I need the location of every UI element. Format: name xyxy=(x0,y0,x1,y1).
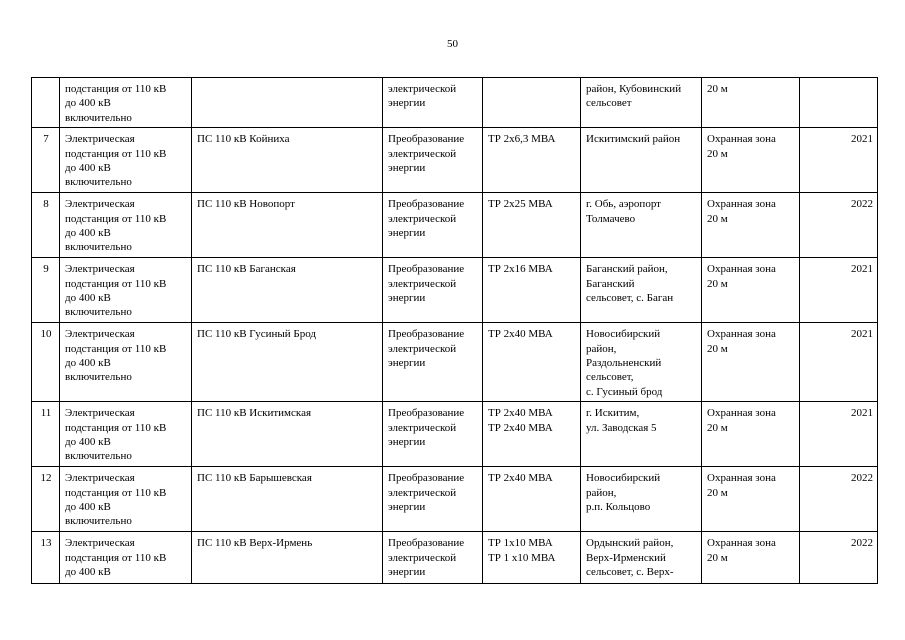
table-row xyxy=(32,193,878,258)
year-cell: 2021 xyxy=(800,323,878,402)
location-cell: г. Искитим, ул. Заводская 5 xyxy=(581,402,702,467)
object-type-cell: Электрическая подстанция от 110 кВ до 400 кВ включительно xyxy=(60,258,192,323)
purpose-cell: Преобразование электрической энергии xyxy=(383,258,483,323)
object-name-cell: ПС 110 кВ Барышевская xyxy=(192,467,383,532)
purpose-cell: Преобразование электрической энергии xyxy=(383,323,483,402)
protection-zone-cell: Охранная зона 20 м xyxy=(702,258,800,323)
year-cell xyxy=(800,78,878,128)
row-number-cell: 9 xyxy=(32,258,60,323)
protection-zone-cell: Охранная зона 20 м xyxy=(702,193,800,258)
location-cell: Ордынский район, Верх-Ирменский сельсовет, с. Верх- xyxy=(581,532,702,584)
parameters-cell: ТР 1х10 МВА ТР 1 х10 МВА xyxy=(483,532,581,584)
row-number-cell: 13 xyxy=(32,532,60,584)
purpose-cell: Преобразование электрической энергии xyxy=(383,128,483,193)
purpose-cell: Преобразование электрической энергии xyxy=(383,467,483,532)
object-name-cell: ПС 110 кВ Новопорт xyxy=(192,193,383,258)
year-cell: 2021 xyxy=(800,402,878,467)
object-name-cell: ПС 110 кВ Гусиный Брод xyxy=(192,323,383,402)
protection-zone-cell: Охранная зона 20 м xyxy=(702,532,800,584)
parameters-cell: ТР 2х40 МВА xyxy=(483,323,581,402)
protection-zone-cell: Охранная зона 20 м xyxy=(702,323,800,402)
location-cell: Новосибирский район, р.п. Кольцово xyxy=(581,467,702,532)
table-row xyxy=(32,467,878,532)
row-number-cell: 12 xyxy=(32,467,60,532)
purpose-cell: Преобразование электрической энергии xyxy=(383,193,483,258)
parameters-cell: ТР 2х40 МВА ТР 2х40 МВА xyxy=(483,402,581,467)
row-number-cell: 8 xyxy=(32,193,60,258)
table-row xyxy=(32,128,878,193)
substations-table xyxy=(31,77,878,584)
object-type-cell: Электрическая подстанция от 110 кВ до 400 кВ включительно xyxy=(60,128,192,193)
object-name-cell: ПС 110 кВ Баганская xyxy=(192,258,383,323)
protection-zone-cell: Охранная зона 20 м xyxy=(702,128,800,193)
location-cell: Новосибирский район, Раздольненский сельсовет, с. Гусиный брод xyxy=(581,323,702,402)
object-type-cell: Электрическая подстанция от 110 кВ до 400 кВ включительно xyxy=(60,323,192,402)
protection-zone-cell: 20 м xyxy=(702,78,800,128)
row-number-cell: 7 xyxy=(32,128,60,193)
year-cell: 2022 xyxy=(800,467,878,532)
parameters-cell: ТР 2х40 МВА xyxy=(483,467,581,532)
object-name-cell xyxy=(192,78,383,128)
object-type-cell: Электрическая подстанция от 110 кВ до 400 кВ включительно xyxy=(60,402,192,467)
object-type-cell: подстанция от 110 кВ до 400 кВ включительно xyxy=(60,78,192,128)
row-number-cell xyxy=(32,78,60,128)
table-row xyxy=(32,323,878,402)
parameters-cell xyxy=(483,78,581,128)
year-cell: 2021 xyxy=(800,258,878,323)
location-cell: г. Обь, аэропорт Толмачево xyxy=(581,193,702,258)
parameters-cell: ТР 2х16 МВА xyxy=(483,258,581,323)
location-cell: Искитимский район xyxy=(581,128,702,193)
location-cell: район, Кубовинский сельсовет xyxy=(581,78,702,128)
location-cell: Баганский район, Баганский сельсовет, с. Баган xyxy=(581,258,702,323)
purpose-cell: электрической энергии xyxy=(383,78,483,128)
purpose-cell: Преобразование электрической энергии xyxy=(383,402,483,467)
object-type-cell: Электрическая подстанция от 110 кВ до 400 кВ включительно xyxy=(60,193,192,258)
protection-zone-cell: Охранная зона 20 м xyxy=(702,402,800,467)
parameters-cell: ТР 2х6,3 МВА xyxy=(483,128,581,193)
protection-zone-cell: Охранная зона 20 м xyxy=(702,467,800,532)
parameters-cell: ТР 2х25 МВА xyxy=(483,193,581,258)
table-row xyxy=(32,78,878,128)
row-number-cell: 10 xyxy=(32,323,60,402)
table-row xyxy=(32,258,878,323)
object-type-cell: Электрическая подстанция от 110 кВ до 400 кВ xyxy=(60,532,192,584)
year-cell: 2022 xyxy=(800,532,878,584)
object-type-cell: Электрическая подстанция от 110 кВ до 400 кВ включительно xyxy=(60,467,192,532)
object-name-cell: ПС 110 кВ Верх-Ирмень xyxy=(192,532,383,584)
object-name-cell: ПС 110 кВ Искитимская xyxy=(192,402,383,467)
year-cell: 2021 xyxy=(800,128,878,193)
table-row xyxy=(32,532,878,584)
object-name-cell: ПС 110 кВ Койниха xyxy=(192,128,383,193)
table-row xyxy=(32,402,878,467)
page-number: 50 xyxy=(447,38,458,50)
purpose-cell: Преобразование электрической энергии xyxy=(383,532,483,584)
year-cell: 2022 xyxy=(800,193,878,258)
row-number-cell: 11 xyxy=(32,402,60,467)
